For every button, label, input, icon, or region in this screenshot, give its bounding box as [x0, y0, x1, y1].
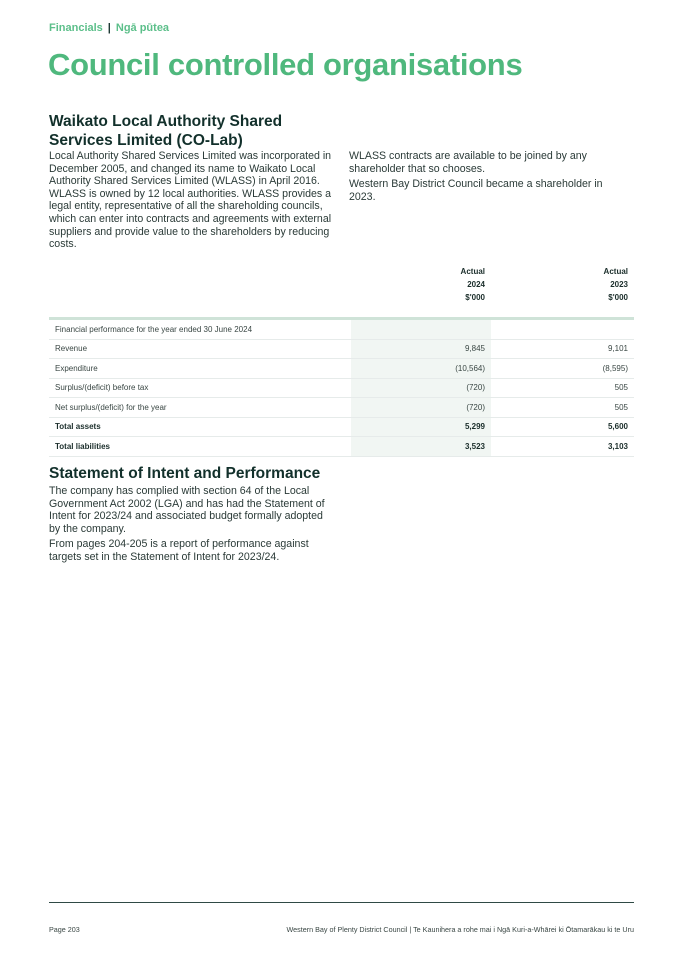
row-value-2024: (720)	[351, 398, 491, 418]
page-number: Page 203	[49, 925, 80, 934]
row-label: Expenditure	[49, 359, 351, 379]
row-label: Net surplus/(deficit) for the year	[49, 398, 351, 418]
page-title: Council controlled organisations	[48, 47, 523, 82]
row-value-2023: 5,600	[491, 417, 634, 437]
row-value-2024: (720)	[351, 378, 491, 398]
wlass-right-column	[349, 150, 619, 206]
row-value-2024: (10,564)	[351, 359, 491, 379]
row-label: Total liabilities	[49, 437, 351, 457]
wlass-left-column	[49, 150, 339, 254]
row-value-2024: 5,299	[351, 417, 491, 437]
row-value-2023: 9,101	[491, 339, 634, 359]
column-year-2024: 2024	[467, 280, 485, 289]
table-row	[49, 417, 634, 437]
table-section-label: Financial performance for the year ended 30 June 2024	[49, 319, 351, 340]
breadcrumb-section-maori: Ngā pūtea	[115, 22, 170, 34]
wlass-right-paragraph-1: WLASS contracts are available to be joined by any shareholder that so chooses.	[349, 150, 587, 175]
row-label: Surplus/(deficit) before tax	[49, 378, 351, 398]
intent-heading: Statement of Intent and Performance	[49, 465, 321, 482]
row-value-2023: 505	[491, 398, 634, 418]
breadcrumb-separator: |	[107, 22, 111, 34]
table-row	[49, 339, 634, 359]
column-header-2024: Actual	[460, 267, 485, 276]
table-section-row	[49, 319, 634, 340]
footer-divider	[49, 902, 634, 903]
row-label: Total assets	[49, 417, 351, 437]
table-row	[49, 378, 634, 398]
row-label: Revenue	[49, 339, 351, 359]
intent-paragraph-1: The company has complied with section 64 of the Local Government Act 2002 (LGA) and has had the Statement of Intent for 2023/24 and associated budget formally adopted by the company.	[49, 485, 325, 535]
table-row	[49, 398, 634, 418]
wlass-right-paragraph-2: Western Bay District Council became a shareholder in 2023.	[349, 178, 603, 203]
publication-title: Western Bay of Plenty District Council | Te Kaunihera a rohe mai i Ngā Kuri-a-Whārei ki Ōtamarākau ki te Uru	[286, 925, 634, 934]
column-header-2023: Actual	[603, 267, 628, 276]
breadcrumb	[49, 22, 169, 34]
table-header-row	[49, 265, 634, 278]
financial-table	[49, 265, 634, 457]
table-header-row	[49, 278, 634, 291]
row-value-2023: (8,595)	[491, 359, 634, 379]
intent-column	[49, 485, 334, 567]
table-row	[49, 437, 634, 457]
wlass-paragraph: Local Authority Shared Services Limited was incorporated in December 2005, and changed its name to Waikato Local Authority Shared Services Limited (WLASS) in April 2016. WLASS is owned by 12 local authorities. WLASS provides a legal entity, representative of all the shareholding councils, which can enter into contracts and agreements with external suppliers and provide value to the shareholders by reducing costs.	[49, 150, 332, 251]
row-value-2024: 9,845	[351, 339, 491, 359]
row-value-2024: 3,523	[351, 437, 491, 457]
column-year-2023: 2023	[610, 280, 628, 289]
wlass-heading: Waikato Local Authority Shared Services Limited (CO-Lab)	[49, 113, 283, 149]
breadcrumb-section: Financials	[49, 22, 103, 34]
column-unit-2023: $'000	[608, 293, 628, 302]
table-row	[49, 359, 634, 379]
intent-paragraph-2: From pages 204-205 is a report of performance against targets set in the Statement of Intent for 2023/24.	[49, 538, 309, 563]
table-header-row	[49, 291, 634, 304]
row-value-2023: 505	[491, 378, 634, 398]
row-value-2023: 3,103	[491, 437, 634, 457]
column-unit-2024: $'000	[465, 293, 485, 302]
